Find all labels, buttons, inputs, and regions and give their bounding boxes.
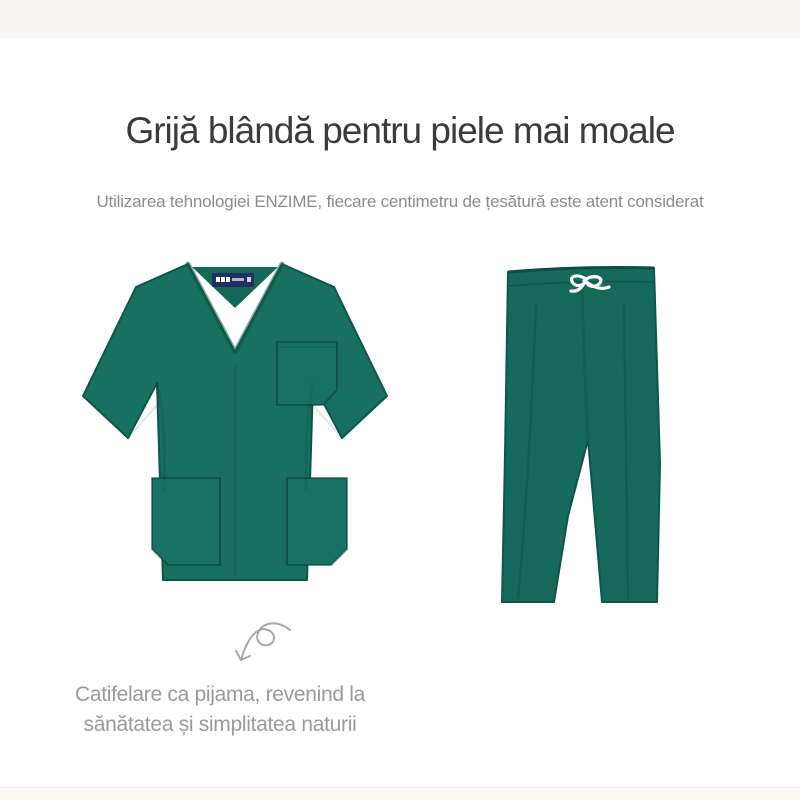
lower-left-pocket: [152, 478, 220, 565]
bottom-strip: [0, 787, 800, 800]
top-strip: [0, 0, 800, 38]
curly-arrow-icon: [224, 616, 296, 674]
lower-right-pocket: [287, 478, 347, 565]
scrub-top-graphic: [70, 250, 400, 595]
scrub-pants-image: [498, 264, 662, 614]
scrub-pants-body: [502, 268, 660, 603]
product-caption: [28, 680, 412, 740]
brand-label: [212, 273, 254, 287]
page-title: Grijă blândă pentru piele mai moale: [125, 110, 675, 151]
chest-pocket: [277, 342, 337, 405]
caption-line-1: Catifelare ca pijama, revenind la: [74, 683, 366, 706]
scrub-top-image: [70, 250, 400, 595]
page-subtitle: Utilizarea tehnologiei ENZIME, fiecare centimetru de țesătură este atent considerat: [96, 192, 704, 211]
scrub-pants-graphic: [498, 264, 662, 614]
caption-line-2: sănătatea și simplitatea naturii: [83, 713, 357, 736]
